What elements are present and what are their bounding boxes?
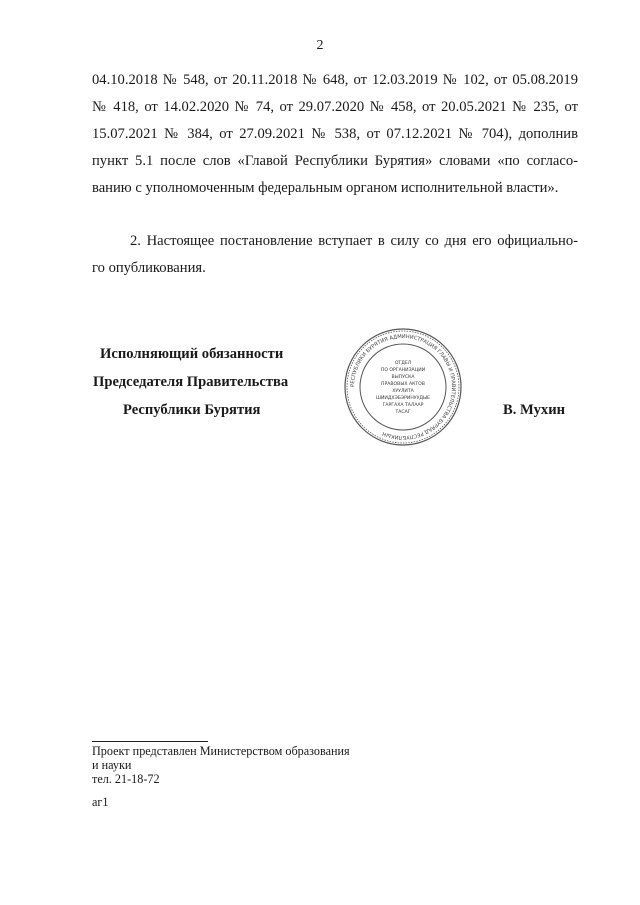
- footnote-project-line1: Проект представлен Министерством образования: [92, 744, 350, 758]
- seal-text: ВЫПУСКА: [391, 375, 415, 380]
- footnote-project-line2: и науки: [92, 758, 132, 772]
- paragraph-line: ванию с уполномоченным федеральным органом исполнительной власти».: [92, 180, 559, 196]
- footnote-divider: [92, 741, 208, 742]
- seal-text: ПО ОРГАНИЗАЦИИ: [380, 368, 426, 373]
- footnote-phone: тел. 21-18-72: [92, 772, 160, 786]
- seal-text: ШИИДХЭБЭРИНУУДЫЕ: [376, 396, 430, 401]
- footnote-code: аг1: [92, 795, 109, 809]
- seal-text: ТАСАГ: [395, 410, 411, 415]
- paragraph-line: № 418, от 14.02.2020 № 74, от 29.07.2020 № 458, от 20.05.2021 № 235, от: [92, 99, 578, 115]
- seal-text: ХУУЛИТА: [392, 389, 414, 394]
- official-seal: [343, 327, 463, 447]
- signatory-title-line3: Республики Бурятия: [123, 402, 261, 418]
- paragraph-line: 04.10.2018 № 548, от 20.11.2018 № 648, от 12.03.2019 № 102, от 05.08.2019: [92, 72, 578, 88]
- seal-text: ПРАВОВЫХ АКТОВ: [381, 382, 425, 387]
- seal-text: ГАРГАХА ТАЛААР: [382, 403, 424, 408]
- seal-text: ОТДЕЛ: [394, 361, 412, 366]
- seal-ring-text: РЕСПУБЛИКИ БУРЯТИЯ АДМИНИСТРАЦИЯ ГЛАВЫ И ПРАВИТЕЛЬСТВА БУРЯАД РЕСПУБЛИКЫН: [349, 333, 457, 441]
- signatory-title-line1: Исполняющий обязанности: [100, 346, 284, 362]
- svg-text:РЕСПУБЛИКИ БУРЯТИЯ АДМИНИСТРАЦ: [350, 334, 456, 440]
- paragraph-line: го опубликования.: [92, 260, 206, 276]
- paragraph-line: 2. Настоящее постановление вступает в силу со дня его официально-: [130, 233, 578, 249]
- page-number: 2: [316, 38, 324, 53]
- paragraph-line: пункт 5.1 после слов «Главой Республики Бурятия» словами «по согласо-: [92, 153, 578, 169]
- signatory-title-line2: Председателя Правительства: [93, 374, 289, 390]
- signatory-name: В. Мухин: [503, 402, 566, 418]
- paragraph-line: 15.07.2021 № 384, от 27.09.2021 № 538, от 07.12.2021 № 704), дополнив: [92, 126, 578, 142]
